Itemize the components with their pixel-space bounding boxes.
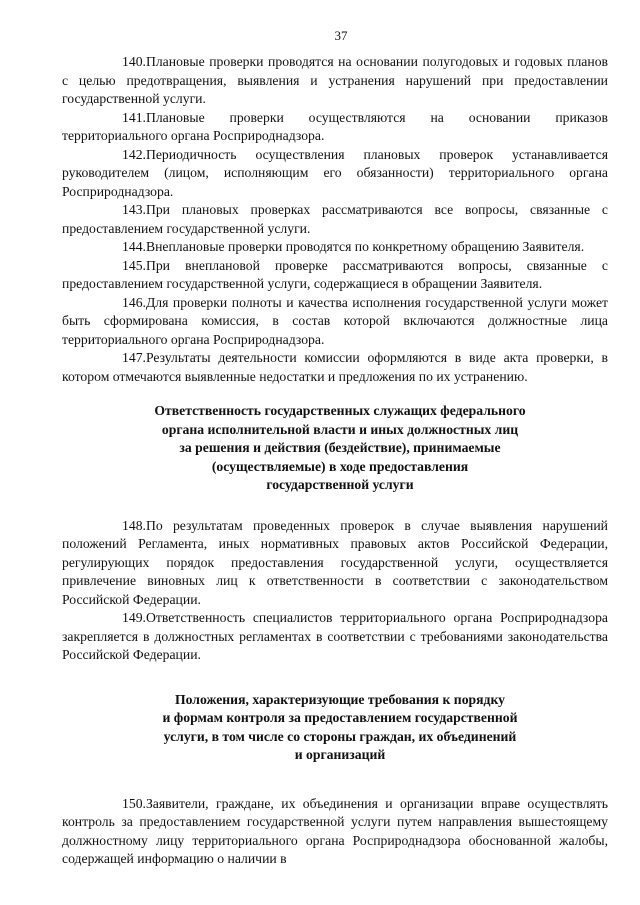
- paragraph-number: 148.: [122, 517, 146, 533]
- heading-line: органа исполнительной власти и иных должностных лиц: [161, 421, 519, 437]
- paragraph-number: 140.: [122, 54, 146, 69]
- section-heading-control: [92, 691, 588, 765]
- heading-line: государственной услуги: [266, 477, 414, 492]
- paragraph-number: 142.: [122, 146, 146, 162]
- heading-line: услуги, в том числе со стороны граждан, их объединений: [163, 728, 517, 744]
- heading-line: Ответственность государственных служащих федерального: [154, 403, 526, 418]
- paragraph-148: [62, 517, 608, 610]
- heading-line: и организаций: [294, 747, 386, 762]
- paragraph-150: [62, 795, 608, 869]
- paragraph-146: [62, 294, 608, 350]
- paragraph-number: 145.: [122, 257, 146, 273]
- heading-line: Положения, характеризующие требования к порядку: [174, 691, 506, 707]
- paragraph-145: [62, 257, 608, 294]
- paragraph-143: [62, 201, 608, 238]
- paragraph-number: 141.: [122, 109, 146, 125]
- paragraph-text: Результаты деятельности комиссии оформляются в виде акта проверки, в котором отмечаются выявленные недостатки и предложения по их устранению.: [62, 350, 608, 384]
- paragraph-144: [62, 238, 608, 257]
- paragraph-text: Внеплановые проверки проводятся по конкретному обращению Заявителя.: [145, 239, 585, 254]
- paragraph-number: 146.: [122, 294, 146, 310]
- paragraph-text: Заявители, граждане, их объединения и организации вправе осуществлять контроль за предоставлением государственной услуги путем направления вышестоящему должностному лицу территориального органа Росприроднадзора обоснованной жалобы, содержащей информацию о наличии в: [62, 795, 608, 866]
- paragraph-141: [62, 109, 608, 146]
- section-responsibility: [62, 517, 608, 665]
- paragraph-147: [62, 349, 608, 386]
- paragraph-text: При плановых проверках рассматриваются все вопросы, связанные с предоставлением государственной услуги.: [62, 202, 608, 236]
- paragraph-text: Периодичность осуществления плановых проверок устанавливается руководителем (лицом, исполняющим его обязанности) территориального органа Росприроднадзора.: [62, 146, 608, 199]
- section-control: [62, 795, 608, 869]
- paragraph-140: [62, 53, 608, 109]
- heading-line: (осуществляемые) в ходе предоставления: [211, 458, 469, 474]
- section-inspections: [62, 53, 608, 386]
- paragraph-number: 143.: [122, 202, 146, 217]
- paragraph-number: 144.: [122, 239, 146, 254]
- paragraph-number: 149.: [122, 610, 146, 625]
- heading-line: и формам контроля за предоставлением государственной: [162, 710, 518, 725]
- paragraph-142: [62, 146, 608, 202]
- heading-line: за решения и действия (бездействие), принимаемые: [179, 440, 501, 455]
- paragraph-number: 147.: [122, 350, 146, 365]
- section-heading-responsibility: [92, 402, 588, 495]
- paragraph-number: 150.: [122, 795, 146, 811]
- paragraph-text: При внеплановой проверке рассматриваются вопросы, связанные с предоставлением государственной услуги, содержащиеся в обращении Заявителя.: [62, 257, 608, 291]
- page-number: 37: [334, 28, 348, 43]
- paragraph-text: Плановые проверки проводятся на основании полугодовых и годовых планов с целью предотвращения, выявления и устранения нарушений при предоставлении государственной услуги.: [62, 54, 608, 106]
- paragraph-text: Ответственность специалистов территориального органа Росприроднадзора закрепляется в должностных регламентах в соответствии с требованиями законодательства Российской Федерации.: [62, 610, 608, 662]
- paragraph-text: По результатам проведенных проверок в случае выявления нарушений положений Регламента, иных нормативных правовых актов Российской Федерации, регулирующих порядок предоставления государственной услуги, осуществляется привлечение виновных лиц к ответственности в соответствии с законодательством Российской Федерации.: [62, 517, 608, 607]
- paragraph-149: [62, 609, 608, 665]
- paragraph-text: Плановые проверки осуществляются на основании приказов территориального органа Росприроднадзора.: [62, 109, 608, 143]
- paragraph-text: Для проверки полноты и качества исполнения государственной услуги может быть сформирована комиссия, в состав которой включаются должностные лица территориального органа Росприроднадзора.: [62, 294, 608, 347]
